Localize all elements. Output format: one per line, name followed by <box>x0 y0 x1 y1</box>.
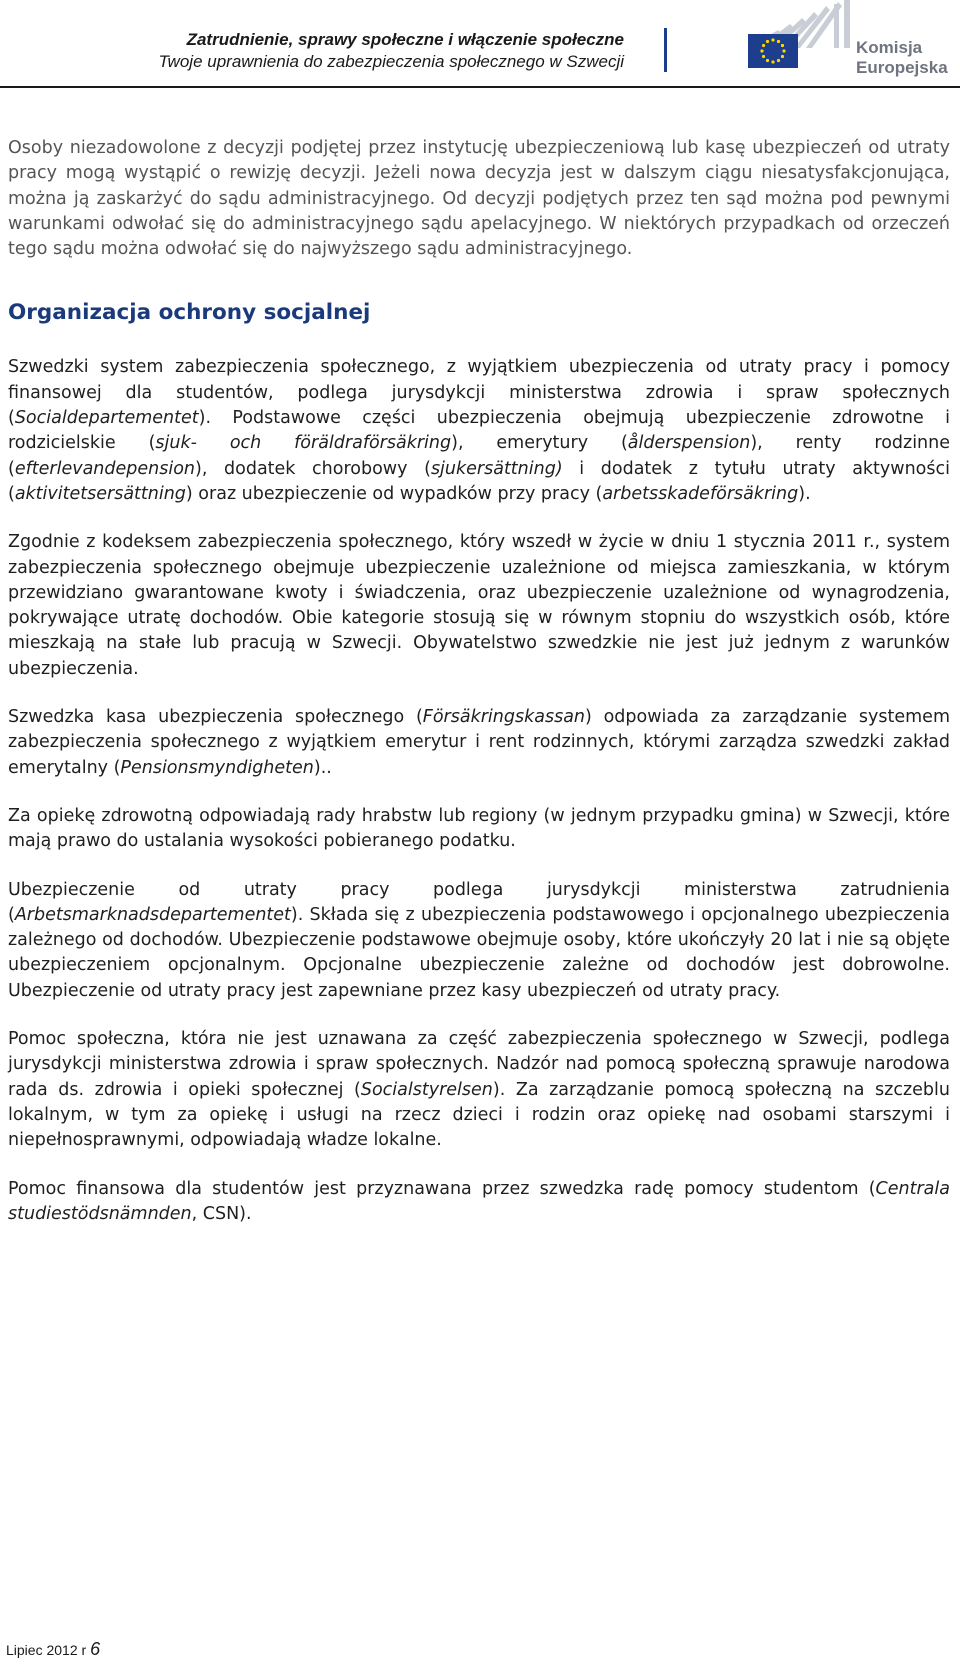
logo-text <box>856 38 948 78</box>
text-run: Pomoc finansowa dla studentów jest przyznawana przez szwedzka radę pomocy studentom ( <box>8 1178 876 1199</box>
paragraph-appeals <box>8 136 950 262</box>
paragraph-social-security-code <box>8 530 950 682</box>
logo-line-2: Europejska <box>856 58 948 77</box>
swedish-term: Centrala studiestödsnämnden <box>8 1178 950 1224</box>
footer-date: Lipiec 2012 r <box>6 1642 87 1658</box>
text-run: ). <box>798 483 811 504</box>
text-run: Za opiekę zdrowotną odpowiadają rady hrabstw lub regiony (w jednym przypadku gmina) w Szwecji, które mają prawo do ustalania wysokości pobieranego podatku. <box>8 805 950 852</box>
text-run: ).. <box>313 757 332 778</box>
text-run: ) odpowiada za zarządzanie systemem zabezpieczenia społecznego z wyjątkiem emerytur i rent rodzinnych, którymi zarządza szwedzki zakład emerytalny ( <box>8 707 950 778</box>
paragraph-organisation <box>8 355 950 507</box>
paragraph-insurance-agency <box>8 705 950 781</box>
swedish-term: ålderspension <box>627 433 751 454</box>
header-title: Zatrudnienie, sprawy społeczne i włączenie społeczne <box>186 30 624 49</box>
paragraph-student-aid <box>8 1177 950 1228</box>
text-run: Szwedzki system zabezpieczenia społecznego, z wyjątkiem ubezpieczenia od utraty pracy i pomocy finansowej dla studentów, podlega jurysdykcji ministerstwa zdrowia i spraw społecznych ( <box>8 357 950 429</box>
document-body <box>8 136 950 1227</box>
header-subtitle: Twoje uprawnienia do zabezpieczenia społecznego w Szwecji <box>158 52 624 71</box>
text-run: Zgodnie z kodeksem zabezpieczenia społecznego, który wszedł w życie w dniu 1 stycznia 2011 r., system zabezpieczenia społecznego obejmuje ubezpieczenie uzależnione od miejsca zamieszkania, w którym przewidziano gwarantowane kwoty i świadczenia, oraz ubezpieczenie uzależnione od wynagrodzenia, pokrywające utratę dochodów. Obie kategorie stosują się w równym stopniu do wszystkich osób, które mieszkają na stałe lub pracują w Szwecji. Obywatelstwo szwedzkie nie jest już jednym z warunków ubezpieczenia. <box>8 532 950 679</box>
text-run: Ubezpieczenie od utraty pracy podlega jurysdykcji ministerstwa zatrudnienia ( <box>8 879 950 925</box>
eu-flag-icon <box>748 34 798 68</box>
page-header <box>0 0 960 88</box>
swedish-term: arbetsskadeförsäkring <box>602 483 799 504</box>
swedish-term: Pensionsmyndigheten <box>120 757 314 778</box>
text-run: ) oraz ubezpieczenie od wypadków przy pracy ( <box>185 483 603 504</box>
swedish-term: efterlevandepension <box>14 458 195 479</box>
swedish-term: Försäkringskassan <box>422 707 586 728</box>
text-run: ). Za zarządzanie pomocą społeczną na szczeblu lokalnym, w tym za opiekę i usługi na rzecz dzieci i rodzin oraz opiekę nad osobami starszymi i niepełnosprawnymi, odpowiadają władze lokalne. <box>8 1079 950 1151</box>
page-number: 6 <box>90 1639 101 1659</box>
european-commission-logo <box>664 0 960 84</box>
paragraph-unemployment <box>8 878 950 1004</box>
text-run: Osoby niezadowolone z decyzji podjętej przez instytucję ubezpieczeniową lub kasę ubezpieczeń od utraty pracy mogą wystąpić o rewizję decyzji. Jeżeli nowa decyzja jest w dalszym ciągu niesatysfakcjonująca, można ją zaskarżyć do sądu administracyjnego. Od decyzji podjętych przez ten sąd można pod pewnymi warunkami odwołać się do administracyjnego sądu apelacyjnego. W niektórych przypadkach od orzeczeń tego sądu można odwołać się do najwyższego sądu administracyjnego. <box>8 138 950 260</box>
header-rule <box>0 86 960 88</box>
swedish-term: Socialstyrelsen <box>360 1079 493 1100</box>
text-run: Pomoc społeczna, która nie jest uznawana za część zabezpieczenia społecznego w Szwecji, podlega jurysdykcji ministerstwa zdrowia i spraw społecznych. Nadzór nad pomocą społeczną sprawuje narodowa rada ds. zdrowia i opieki społecznej ( <box>8 1029 950 1100</box>
paragraph-social-assistance <box>8 1027 950 1153</box>
swedish-term: aktivitetsersättning <box>14 483 186 504</box>
section-heading: Organizacja ochrony socjalnej <box>8 300 371 326</box>
text-run: , CSN). <box>191 1203 252 1224</box>
swedish-term: Arbetsmarknadsdepartementet <box>14 904 291 925</box>
page-footer <box>6 1639 100 1660</box>
swedish-term: sjukersättning) <box>430 458 563 479</box>
text-run: ). Podstawowe części ubezpieczenia obejmują ubezpieczenie zdrowotne i rodzicielskie ( <box>8 408 950 454</box>
text-run: ), emerytury ( <box>451 433 628 454</box>
logo-divider <box>664 28 667 72</box>
paragraph-health-care <box>8 804 950 855</box>
swedish-term: Socialdepartementet <box>14 408 199 429</box>
text-run: ), renty rodzinne ( <box>8 433 951 479</box>
logo-line-1: Komisja <box>856 38 923 57</box>
text-run: Szwedzka kasa ubezpieczenia społecznego ( <box>8 707 423 728</box>
text-run: ), dodatek chorobowy ( <box>195 458 431 479</box>
text-run: ). Składa się z ubezpieczenia podstawowego i opcjonalnego ubezpieczenia zależnego od dochodów. Ubezpieczenie podstawowe obejmuje osoby, które ukończyły 20 lat i nie są objęte ubezpieczeniem opcjonalnym. Opcjonalne ubezpieczenie zależne od dochodów jest dobrowolne. Ubezpieczenie od utraty pracy jest zapewniane przez kasy ubezpieczeń od utraty pracy. <box>8 904 950 1001</box>
swedish-term: sjuk- och föräldraförsäkring <box>155 433 452 454</box>
text-run: i dodatek z tytułu utraty aktywności ( <box>8 458 950 504</box>
